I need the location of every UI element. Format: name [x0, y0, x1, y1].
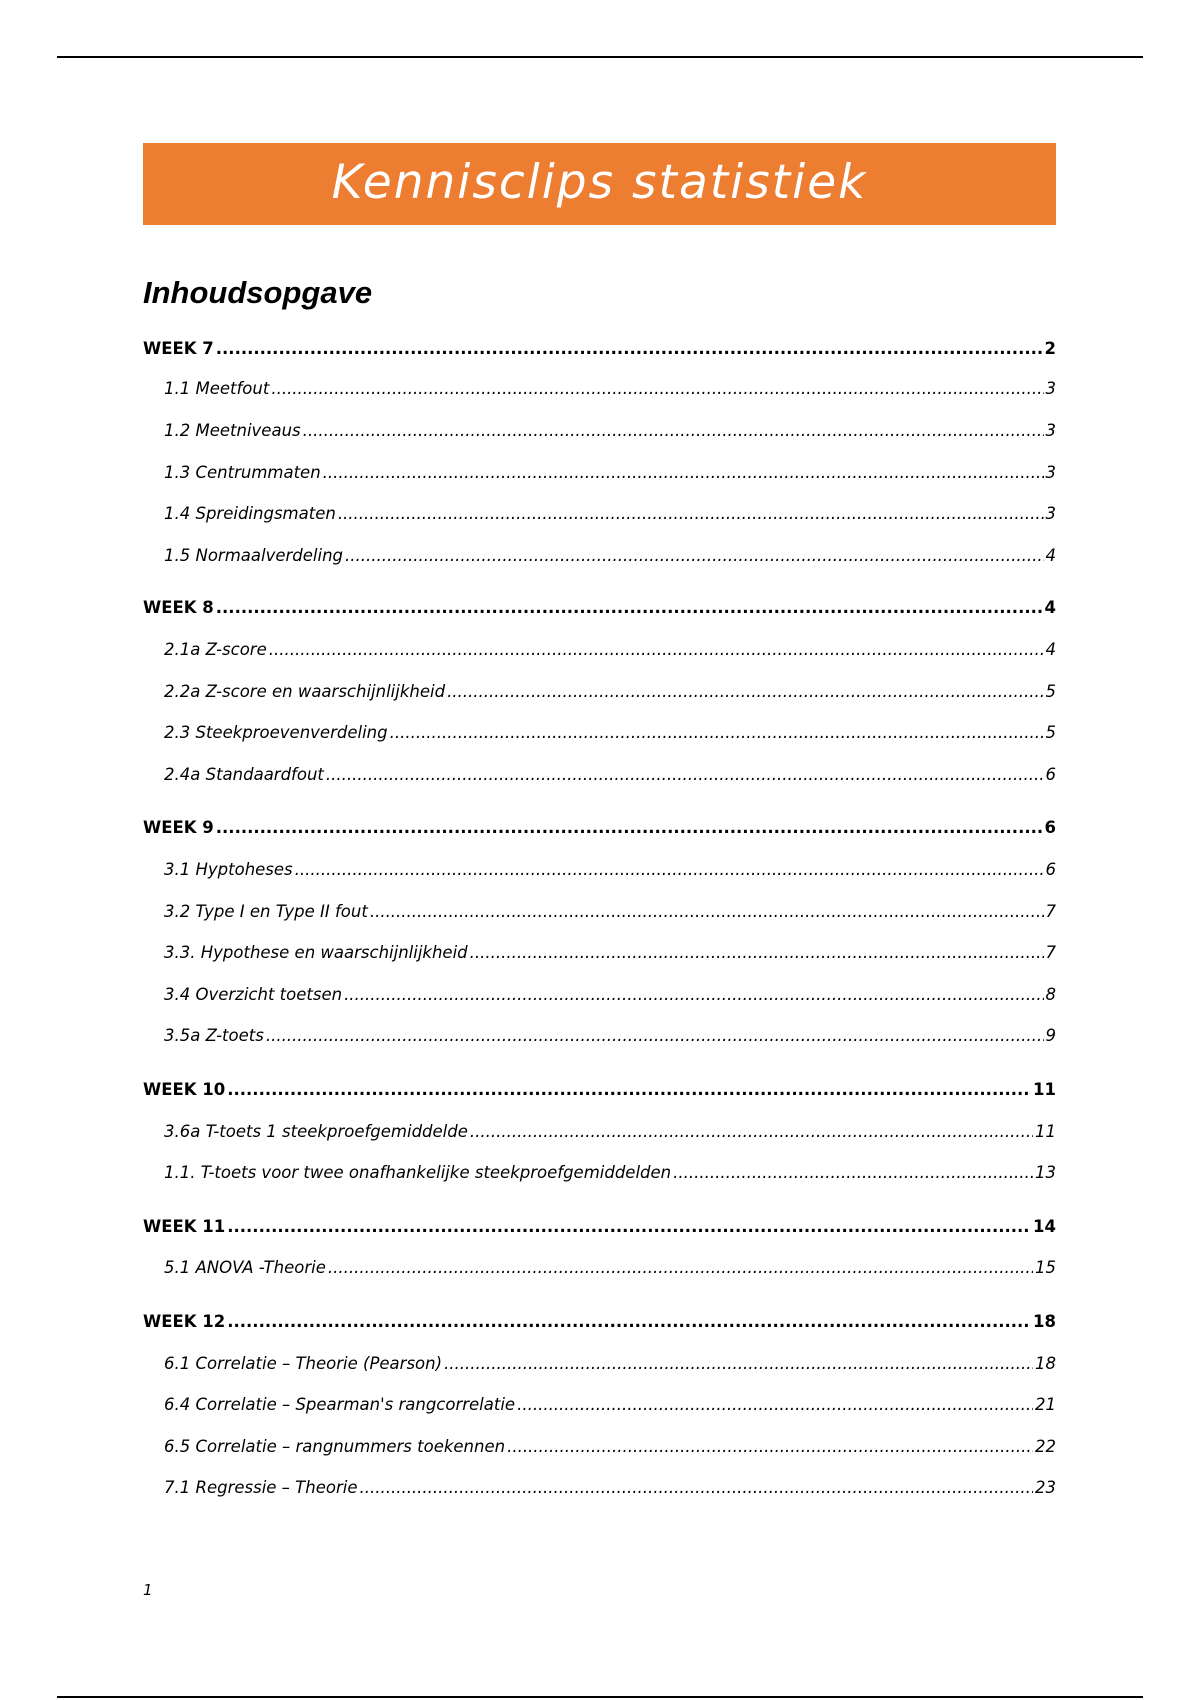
toc-entry-label: WEEK 7: [143, 339, 214, 358]
toc-leader: [216, 338, 1043, 360]
toc-entry[interactable]: [143, 1394, 1056, 1416]
footer-rule: [57, 1696, 1143, 1698]
toc-entry-page: 3: [1045, 463, 1056, 482]
page-number: 1: [143, 1581, 153, 1599]
toc-leader: [326, 764, 1044, 786]
toc-entry-label: 1.2 Meetniveaus: [164, 421, 301, 440]
toc-entry-label: 5.1 ANOVA -Theorie: [164, 1258, 326, 1277]
toc-entry-label: 1.3 Centrummaten: [164, 463, 321, 482]
toc-entry[interactable]: [143, 901, 1056, 923]
toc-entry-page: 18: [1035, 1354, 1056, 1373]
toc-entry-page: 7: [1045, 902, 1056, 921]
toc-entry-label: 1.4 Spreidingsmaten: [164, 504, 336, 523]
toc-entry[interactable]: [143, 859, 1056, 881]
toc-entry-label: 3.6a T-toets 1 steekproefgemiddelde: [164, 1122, 468, 1141]
toc-entry[interactable]: [143, 420, 1056, 442]
toc-entry-page: 5: [1045, 682, 1056, 701]
toc-entry-label: 3.5a Z-toets: [164, 1026, 264, 1045]
toc-leader: [359, 1477, 1033, 1499]
toc-entry[interactable]: [143, 1162, 1056, 1184]
toc-entry-page: 21: [1035, 1395, 1056, 1414]
toc-leader: [507, 1436, 1033, 1458]
toc-entry-page: 11: [1035, 1122, 1056, 1141]
toc-entry-week-7[interactable]: [143, 338, 1056, 360]
toc-entry[interactable]: [143, 545, 1056, 567]
toc-entry-week-12[interactable]: [143, 1311, 1056, 1333]
toc-entry[interactable]: [143, 984, 1056, 1006]
toc-entry-page: 9: [1045, 1026, 1056, 1045]
toc-entry-label: 2.2a Z-score en waarschijnlijkheid: [164, 682, 446, 701]
toc-entry-label: 1.1 Meetfout: [164, 379, 270, 398]
toc-leader: [216, 817, 1043, 839]
toc-leader: [323, 462, 1044, 484]
toc-entry-page: 8: [1045, 985, 1056, 1004]
toc-entry-label: 6.1 Correlatie – Theorie (Pearson): [164, 1354, 443, 1373]
toc-entry-label: WEEK 10: [143, 1080, 226, 1099]
toc-entry-page: 18: [1033, 1312, 1056, 1331]
toc-entry-page: 2: [1044, 339, 1056, 358]
toc-entry-page: 23: [1035, 1478, 1056, 1497]
toc-entry[interactable]: [143, 722, 1056, 744]
toc-entry-page: 7: [1045, 943, 1056, 962]
toc-entry-page: 4: [1045, 546, 1056, 565]
toc-entry-page: 14: [1033, 1217, 1056, 1236]
toc-entry-page: 11: [1033, 1080, 1056, 1099]
toc-entry-label: WEEK 12: [143, 1312, 226, 1331]
toc-entry-page: 4: [1045, 640, 1056, 659]
toc-entry-label: 3.4 Overzicht toetsen: [164, 985, 343, 1004]
toc-leader: [271, 378, 1043, 400]
toc-leader: [295, 859, 1044, 881]
toc-leader: [227, 1079, 1031, 1101]
toc-entry-page: 22: [1035, 1437, 1056, 1456]
toc-entry[interactable]: [143, 681, 1056, 703]
toc-entry-week-9[interactable]: [143, 817, 1056, 839]
toc-entry-label: 6.4 Correlatie – Spearman's rangcorrelatie: [164, 1395, 516, 1414]
toc-entry-week-11[interactable]: [143, 1216, 1056, 1238]
toc-entry-label: 1.1. T-toets voor twee onafhankelijke steekproefgemiddelden: [164, 1163, 672, 1182]
toc-entry[interactable]: [143, 462, 1056, 484]
toc-entry-page: 3: [1045, 379, 1056, 398]
toc-leader: [269, 639, 1044, 661]
toc-entry-week-8[interactable]: [143, 597, 1056, 619]
toc-entry-label: 1.5 Normaalverdeling: [164, 546, 344, 565]
title-banner: [143, 143, 1056, 225]
toc-entry-page: 13: [1035, 1163, 1056, 1182]
toc-entry[interactable]: [143, 1121, 1056, 1143]
toc-leader: [673, 1162, 1033, 1184]
toc-entry-label: 3.1 Hyptoheses: [164, 860, 293, 879]
toc-entry-page: 6: [1044, 818, 1056, 837]
toc-entry-label: WEEK 8: [143, 598, 214, 617]
header-rule: [57, 56, 1143, 58]
toc-leader: [344, 984, 1043, 1006]
toc-entry[interactable]: [143, 1477, 1056, 1499]
toc-entry-label: WEEK 11: [143, 1217, 226, 1236]
toc-leader: [370, 901, 1044, 923]
toc-entry[interactable]: [143, 639, 1056, 661]
toc-entry-label: 2.3 Steekproevenverdeling: [164, 723, 388, 742]
toc-entry[interactable]: [143, 1353, 1056, 1375]
toc-entry[interactable]: [143, 942, 1056, 964]
toc-entry-page: 3: [1045, 504, 1056, 523]
toc-entry-label: 2.1a Z-score: [164, 640, 267, 659]
toc-entry[interactable]: [143, 378, 1056, 400]
toc-entry-label: 7.1 Regressie – Theorie: [164, 1478, 358, 1497]
toc-leader: [227, 1216, 1031, 1238]
toc-leader: [345, 545, 1043, 567]
toc-entry[interactable]: [143, 1436, 1056, 1458]
toc-leader: [338, 503, 1044, 525]
toc-entry[interactable]: [143, 503, 1056, 525]
toc-entry-page: 6: [1045, 860, 1056, 879]
toc-entry[interactable]: [143, 1025, 1056, 1047]
toc-entry[interactable]: [143, 764, 1056, 786]
toc-leader: [470, 942, 1044, 964]
toc-entry-label: 3.2 Type I en Type II fout: [164, 902, 368, 921]
toc-leader: [227, 1311, 1031, 1333]
toc-entry-label: 3.3. Hypothese en waarschijnlijkheid: [164, 943, 468, 962]
toc-entry-label: 2.4a Standaardfout: [164, 765, 324, 784]
toc-entry-label: 6.5 Correlatie – rangnummers toekennen: [164, 1437, 506, 1456]
toc-entry-week-10[interactable]: [143, 1079, 1056, 1101]
toc-heading: Inhoudsopgave: [143, 275, 373, 310]
toc-entry-page: 3: [1045, 421, 1056, 440]
toc-leader: [216, 597, 1043, 619]
toc-leader: [328, 1257, 1033, 1279]
toc-leader: [390, 722, 1044, 744]
toc-entry-page: 4: [1044, 598, 1056, 617]
toc-entry-page: 15: [1035, 1258, 1056, 1277]
toc-entry-page: 6: [1045, 765, 1056, 784]
document-title: Kennisclips statistiek: [331, 155, 868, 210]
toc-entry[interactable]: [143, 1257, 1056, 1279]
toc-leader: [517, 1394, 1033, 1416]
toc-entry-page: 5: [1045, 723, 1056, 742]
toc-leader: [444, 1353, 1033, 1375]
toc-entry-label: WEEK 9: [143, 818, 214, 837]
toc-leader: [447, 681, 1043, 703]
toc-leader: [303, 420, 1044, 442]
toc-leader: [470, 1121, 1033, 1143]
toc-leader: [266, 1025, 1044, 1047]
